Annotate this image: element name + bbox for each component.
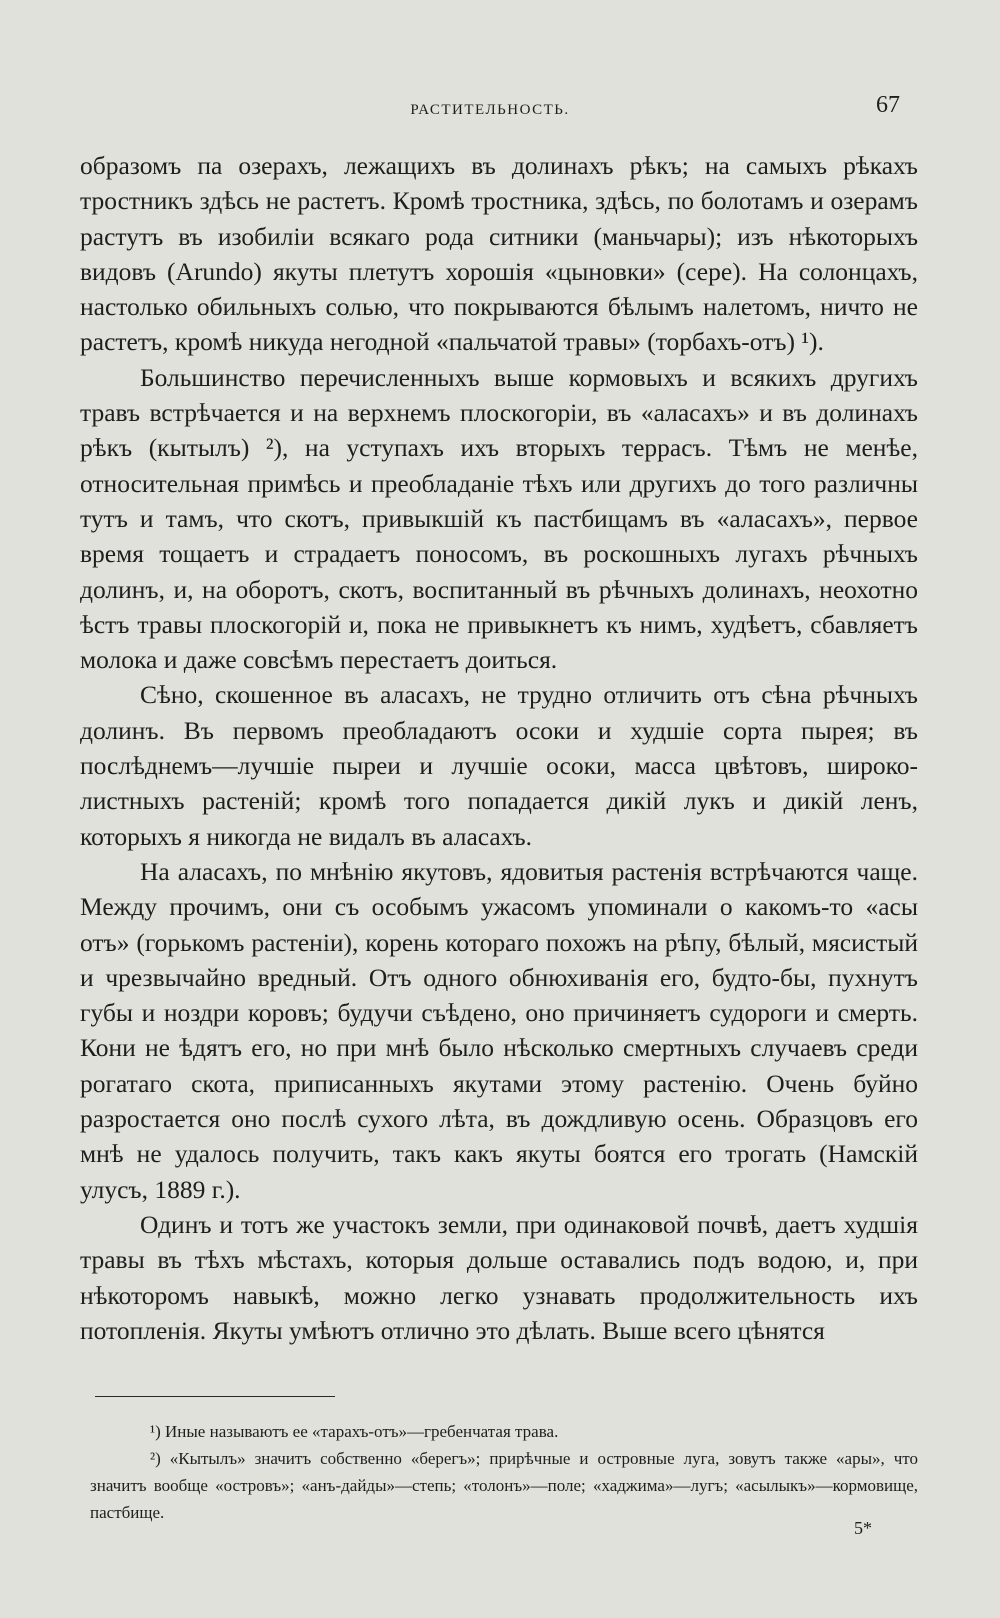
paragraph-pastures: Большинство перечисленныхъ выше кормовыхъ и всякихъ другихъ травъ встрѣчается и на верхнемъ плоскогоріи, въ «аласахъ» и въ долинахъ рѣкъ (кытылъ) ²), на уступахъ ихъ вторыхъ террасъ. Тѣмъ не менѣе, относительная примѣсь и преобладаніе тѣхъ или другихъ до того различны тутъ и тамъ, что скотъ, привыкшій къ пастбищамъ въ «аласахъ», первое время тощаетъ и страдаетъ поносомъ, въ роскошныхъ лугахъ рѣчныхъ долинъ, и, на оборотъ, скотъ, воспитанный въ рѣчныхъ долинахъ, неохотно ѣстъ травы плоскогорій и, пока не привыкнетъ къ нимъ, худѣетъ, сбавляетъ молока и даже совсѣмъ перестаетъ доиться.	[80, 362, 918, 675]
footnote-2: ²) «Кытылъ» значитъ собственно «берегъ»; прирѣчные и островные луга, зовутъ также «ары», что значитъ вообще «островъ»; «анъ-дайды»—степь; «толонъ»—поле; «хаджима»—лугъ; «асылыкъ»—кормовище, пастбище.	[90, 1449, 918, 1522]
signature-mark: 5*	[854, 1518, 872, 1538]
paragraph-flooding: Одинъ и тотъ же участокъ земли, при одинаковой почвѣ, даетъ худшія травы въ тѣхъ мѣстахъ, которыя дольше оставались подъ водою, и, при нѣкоторомъ навыкѣ, можно легко узнавать продолжительность ихъ потопленія. Якуты умѣютъ отлично это дѣлать. Выше всего цѣнятся	[80, 1209, 918, 1345]
footnote-divider	[95, 1396, 335, 1397]
running-head: РАСТИТЕЛЬНОСТЬ.	[410, 102, 570, 118]
page-number: 67	[876, 92, 900, 118]
page-header	[80, 92, 900, 132]
body-text	[80, 148, 918, 1348]
paragraph-poisonous-plants: На аласахъ, по мнѣнію якутовъ, ядовитыя растенія встрѣчаются чаще. Между прочимъ, они съ особымъ ужасомъ упоминали о какомъ-то «асы отъ» (горькомъ растеніи), корень котораго похожъ на рѣпу, бѣлый, мясистый и чрезвычайно вредный. Отъ одного обнюхиванія его, будто-бы, пухнутъ губы и ноздри коровъ; будучи съѣдено, оно причиняетъ судороги и смерть. Кони не ѣдятъ его, но при мнѣ было нѣсколько смертныхъ случаевъ среди рогатаго скота, приписанныхъ якутами этому растенію. Очень буйно разростается оно послѣ сухого лѣта, въ дождливую осень. Образцовъ его мнѣ не удалось получить, такъ какъ якуты боятся его трогать (Намскій улусъ, 1889 г.).	[80, 856, 918, 1204]
paragraph-hay: Сѣно, скошенное въ аласахъ, не трудно отличить отъ сѣна рѣчныхъ долинъ. Въ первомъ преобладаютъ осоки и худшіе сорта пырея; въ послѣднемъ—лучшіе пыреи и лучшіе осоки, масса цвѣтовъ, широколистныхъ растеній; кромѣ того попадается дикій лукъ и дикій ленъ, которыхъ я никогда не видалъ въ аласахъ.	[80, 680, 918, 851]
footnote-1: ¹) Иные называютъ ее «тарахъ-отъ»—гребенчатая трава.	[150, 1422, 559, 1441]
paragraph-continuation: образомъ па озерахъ, лежащихъ въ долинахъ рѣкъ; на самыхъ рѣкахъ тростникъ здѣсь не растетъ. Кромѣ тростника, здѣсь, по болотамъ и озерамъ растутъ въ изобиліи всякаго рода ситники (маньчары); изъ нѣкоторыхъ видовъ (Arundo) якуты плетутъ хорошія «цыновки» (сере). На солонцахъ, настолько обильныхъ солью, что покрываются бѣлымъ налетомъ, ничто не растетъ, кромѣ никуда негодной «пальчатой травы» (торбахъ-отъ) ¹).	[80, 151, 918, 357]
footnotes	[90, 1418, 918, 1526]
